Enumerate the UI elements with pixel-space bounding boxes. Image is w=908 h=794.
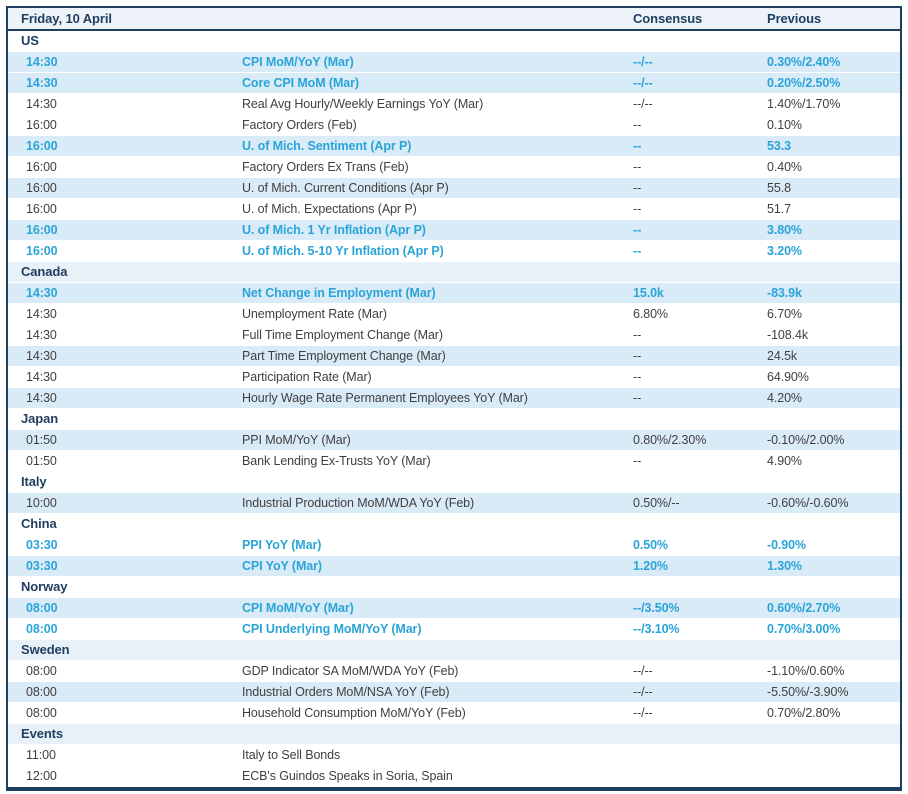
previous-value: 3.80% — [767, 223, 802, 237]
event-name: Part Time Employment Change (Mar) — [242, 349, 446, 363]
consensus-value: --/-- — [633, 664, 653, 678]
section-header-china — [8, 514, 900, 535]
table-row — [8, 766, 900, 787]
table-row — [8, 598, 900, 619]
event-time: 08:00 — [26, 622, 58, 636]
table-row — [8, 199, 900, 220]
event-name: CPI Underlying MoM/YoY (Mar) — [242, 622, 422, 636]
event-column-header — [242, 8, 632, 29]
previous-value: -5.50%/-3.90% — [767, 685, 849, 699]
event-name: ECB's Guindos Speaks in Soria, Spain — [242, 769, 453, 783]
event-name: U. of Mich. Current Conditions (Apr P) — [242, 181, 449, 195]
event-time: 03:30 — [26, 559, 58, 573]
consensus-value: --/-- — [633, 76, 653, 90]
table-row — [8, 493, 900, 514]
table-row — [8, 346, 900, 367]
section-header-italy — [8, 472, 900, 493]
table-row — [8, 556, 900, 577]
event-time: 14:30 — [26, 307, 57, 321]
consensus-value: --/-- — [633, 97, 653, 111]
event-name: Household Consumption MoM/YoY (Feb) — [242, 706, 466, 720]
table-body — [8, 31, 900, 787]
previous-value — [766, 766, 900, 786]
section-header-events — [8, 724, 900, 745]
previous-value: 6.70% — [767, 307, 802, 321]
event-time: 08:00 — [26, 685, 57, 699]
section-name: Events — [21, 726, 64, 741]
previous-value: 0.10% — [767, 118, 802, 132]
event-time: 08:00 — [26, 706, 57, 720]
event-time: 01:50 — [26, 454, 57, 468]
previous-value: 51.7 — [767, 202, 791, 216]
section-name: Norway — [21, 579, 68, 594]
event-name: PPI MoM/YoY (Mar) — [242, 433, 351, 447]
event-name: Net Change in Employment (Mar) — [242, 286, 436, 300]
table-row — [8, 220, 900, 241]
consensus-value: 0.80%/2.30% — [633, 433, 707, 447]
table-header-row — [8, 8, 900, 31]
consensus-value: -- — [633, 391, 642, 405]
previous-value: 0.20%/2.50% — [767, 76, 841, 90]
event-name: Full Time Employment Change (Mar) — [242, 328, 443, 342]
table-row — [8, 178, 900, 199]
consensus-column-header: Consensus — [633, 11, 703, 26]
previous-value: 64.90% — [767, 370, 809, 384]
section-header-japan — [8, 409, 900, 430]
consensus-value: --/3.10% — [633, 622, 680, 636]
section-header-sweden — [8, 640, 900, 661]
event-name: Core CPI MoM (Mar) — [242, 76, 359, 90]
consensus-value: 0.50%/-- — [633, 496, 680, 510]
event-name: CPI YoY (Mar) — [242, 559, 322, 573]
previous-value: 0.70%/2.80% — [767, 706, 841, 720]
date-label: Friday, 10 April — [21, 11, 112, 26]
event-time: 16:00 — [26, 139, 58, 153]
previous-value: -108.4k — [767, 328, 808, 342]
event-time: 10:00 — [26, 496, 57, 510]
event-name: U. of Mich. 1 Yr Inflation (Apr P) — [242, 223, 426, 237]
table-row — [8, 367, 900, 388]
consensus-value: 0.50% — [633, 538, 668, 552]
event-time: 16:00 — [26, 202, 57, 216]
event-name: Industrial Orders MoM/NSA YoY (Feb) — [242, 685, 450, 699]
consensus-value: -- — [633, 139, 642, 153]
event-time: 14:30 — [26, 97, 57, 111]
section-header-us — [8, 31, 900, 52]
consensus-value — [632, 766, 766, 786]
section-header-norway — [8, 577, 900, 598]
consensus-value: --/-- — [633, 706, 653, 720]
section-name: US — [21, 33, 39, 48]
previous-value: -83.9k — [767, 286, 802, 300]
event-name: PPI YoY (Mar) — [242, 538, 322, 552]
event-time: 08:00 — [26, 601, 58, 615]
previous-value — [766, 745, 900, 765]
consensus-value: 6.80% — [633, 307, 668, 321]
event-name: Factory Orders Ex Trans (Feb) — [242, 160, 409, 174]
previous-column-header: Previous — [767, 11, 822, 26]
previous-value: 4.90% — [767, 454, 802, 468]
event-name: U. of Mich. Expectations (Apr P) — [242, 202, 417, 216]
event-name: GDP Indicator SA MoM/WDA YoY (Feb) — [242, 664, 459, 678]
event-time: 16:00 — [26, 118, 57, 132]
event-time: 12:00 — [26, 769, 57, 783]
event-name: Real Avg Hourly/Weekly Earnings YoY (Mar) — [242, 97, 484, 111]
economic-calendar-table — [6, 6, 902, 791]
previous-value: -0.10%/2.00% — [767, 433, 845, 447]
event-time: 01:50 — [26, 433, 57, 447]
consensus-value: -- — [633, 349, 642, 363]
previous-value: 55.8 — [767, 181, 791, 195]
event-name: Italy to Sell Bonds — [242, 748, 341, 762]
event-name: Hourly Wage Rate Permanent Employees YoY (Mar) — [242, 391, 528, 405]
event-time: 16:00 — [26, 160, 57, 174]
consensus-value — [632, 745, 766, 765]
table-row — [8, 745, 900, 766]
section-name: Italy — [21, 474, 47, 489]
table-row — [8, 388, 900, 409]
consensus-value: -- — [633, 202, 642, 216]
previous-value: 24.5k — [767, 349, 798, 363]
event-time: 14:30 — [26, 55, 58, 69]
table-row — [8, 661, 900, 682]
previous-value: 3.20% — [767, 244, 802, 258]
table-row — [8, 703, 900, 724]
consensus-value: -- — [633, 118, 642, 132]
consensus-value: -- — [633, 328, 642, 342]
event-time: 14:30 — [26, 349, 57, 363]
event-name: Industrial Production MoM/WDA YoY (Feb) — [242, 496, 475, 510]
table-row — [8, 304, 900, 325]
consensus-value: 1.20% — [633, 559, 668, 573]
section-name: Canada — [21, 264, 68, 279]
previous-value: 0.70%/3.00% — [767, 622, 841, 636]
section-name: China — [21, 516, 57, 531]
previous-value: -0.90% — [767, 538, 807, 552]
previous-value: 0.60%/2.70% — [767, 601, 841, 615]
table-row — [8, 94, 900, 115]
table-row — [8, 115, 900, 136]
previous-value: 0.30%/2.40% — [767, 55, 841, 69]
consensus-value: -- — [633, 454, 642, 468]
table-row — [8, 535, 900, 556]
consensus-value: -- — [633, 244, 642, 258]
previous-value: -1.10%/0.60% — [767, 664, 845, 678]
previous-value: 0.40% — [767, 160, 802, 174]
consensus-value: -- — [633, 370, 642, 384]
table-row — [8, 73, 900, 94]
previous-value: 1.40%/1.70% — [767, 97, 841, 111]
section-header-canada — [8, 262, 900, 283]
consensus-value: -- — [633, 181, 642, 195]
section-name: Japan — [21, 411, 59, 426]
section-name: Sweden — [21, 642, 70, 657]
previous-value: 53.3 — [767, 139, 791, 153]
table-row — [8, 682, 900, 703]
event-name: CPI MoM/YoY (Mar) — [242, 601, 354, 615]
event-time: 14:30 — [26, 328, 57, 342]
previous-value: 4.20% — [767, 391, 802, 405]
event-name: Factory Orders (Feb) — [242, 118, 357, 132]
event-name: Bank Lending Ex-Trusts YoY (Mar) — [242, 454, 431, 468]
table-row — [8, 430, 900, 451]
event-time: 11:00 — [26, 748, 56, 762]
event-name: Participation Rate (Mar) — [242, 370, 372, 384]
table-row — [8, 157, 900, 178]
event-time: 16:00 — [26, 244, 58, 258]
event-time: 14:30 — [26, 76, 58, 90]
consensus-value: 15.0k — [633, 286, 664, 300]
event-time: 14:30 — [26, 370, 57, 384]
table-row — [8, 52, 900, 73]
event-time: 08:00 — [26, 664, 57, 678]
event-name: U. of Mich. 5-10 Yr Inflation (Apr P) — [242, 244, 444, 258]
table-row — [8, 283, 900, 304]
previous-value: 1.30% — [767, 559, 802, 573]
event-time: 16:00 — [26, 223, 58, 237]
event-name: CPI MoM/YoY (Mar) — [242, 55, 354, 69]
table-row — [8, 241, 900, 262]
event-time: 14:30 — [26, 286, 58, 300]
table-row — [8, 136, 900, 157]
event-time: 03:30 — [26, 538, 58, 552]
table-row — [8, 325, 900, 346]
consensus-value: -- — [633, 160, 642, 174]
table-row — [8, 451, 900, 472]
previous-value: -0.60%/-0.60% — [767, 496, 849, 510]
consensus-value: --/-- — [633, 685, 653, 699]
event-name: Unemployment Rate (Mar) — [242, 307, 387, 321]
event-name: U. of Mich. Sentiment (Apr P) — [242, 139, 412, 153]
consensus-value: -- — [633, 223, 642, 237]
event-time: 14:30 — [26, 391, 57, 405]
table-row — [8, 619, 900, 640]
consensus-value: --/3.50% — [633, 601, 680, 615]
consensus-value: --/-- — [633, 55, 653, 69]
event-time: 16:00 — [26, 181, 57, 195]
